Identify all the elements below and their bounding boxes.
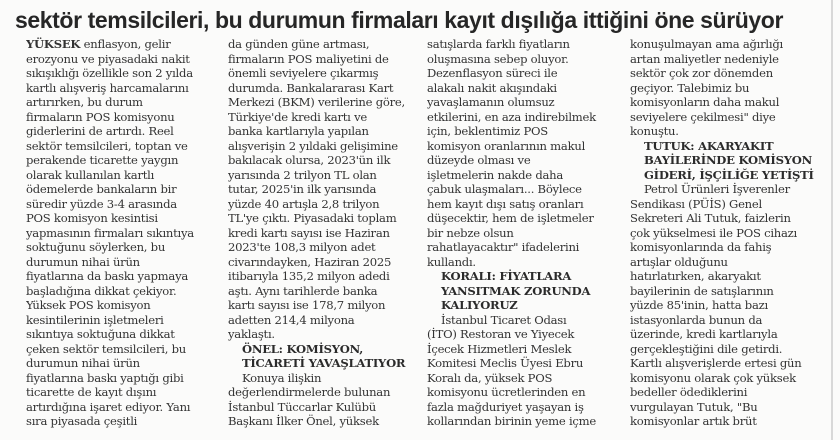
article-column-3 xyxy=(427,37,627,429)
text-line xyxy=(427,400,627,415)
line-text: aştı. Aynı tarihlerde banka xyxy=(228,283,378,298)
line-text: düzeyde olması ve xyxy=(427,153,531,167)
line-text: firmaların POS maliyetini de xyxy=(228,51,389,66)
text-line xyxy=(26,327,226,342)
text-line xyxy=(427,313,627,328)
line-text: Dezenflasyon süreci ile xyxy=(427,66,558,80)
line-text: üzerinde, kredi kartlarıyla xyxy=(630,327,778,341)
text-line xyxy=(630,37,830,52)
text-line xyxy=(26,356,226,371)
line-text: ÖNEL: KOMİSYON, xyxy=(242,341,364,356)
line-text: alışverişin 2 yıldaki gelişimine xyxy=(228,138,398,153)
text-line xyxy=(427,124,627,139)
line-text: etkilerini, en aza indirebilmek xyxy=(427,109,596,124)
text-line xyxy=(26,269,226,284)
line-text: Petrol Ürünleri İşverenler xyxy=(644,182,790,196)
text-line xyxy=(427,226,627,241)
line-text: sektör temsilcileri, toptan ve xyxy=(26,138,188,153)
line-text: hatırlatırken, akaryakıt xyxy=(630,269,761,283)
line-text: komisyonu ücretlerinden en xyxy=(427,385,586,399)
line-text: yapmasının firmaları sıkıntıya xyxy=(26,225,194,240)
text-line xyxy=(228,153,428,168)
text-line xyxy=(427,197,627,212)
text-line xyxy=(228,95,428,110)
text-line xyxy=(630,356,830,371)
line-text: işletmelerin nakde daha xyxy=(427,167,564,182)
line-text: da günden güne artması, xyxy=(228,37,370,51)
text-line xyxy=(228,211,428,226)
line-text: kullandı. xyxy=(427,254,476,269)
text-line xyxy=(228,313,428,328)
text-line xyxy=(228,400,428,415)
line-text: bakılacak olursa, 2023'ün ilk xyxy=(228,153,391,167)
text-line xyxy=(228,52,428,67)
text-line xyxy=(26,371,226,386)
text-line xyxy=(228,81,428,96)
text-line xyxy=(228,197,428,212)
line-text: (İTO) Restoran ve Yiyecek xyxy=(427,327,575,341)
text-line xyxy=(228,269,428,284)
text-line xyxy=(427,110,627,125)
text-line xyxy=(630,182,830,197)
line-text: komisyonlarında da fahiş xyxy=(630,240,772,254)
line-text: geçiyor. Talebimiz bu xyxy=(630,80,750,95)
text-line xyxy=(427,211,627,226)
text-line xyxy=(427,66,627,81)
line-text: GİDERİ, İŞÇİLİĞE YETİŞTİ xyxy=(644,167,814,182)
text-line xyxy=(26,298,226,313)
line-text: Koralı da, yüksek POS xyxy=(427,370,553,385)
line-text: oluşmasına sebep oluyor. xyxy=(427,51,569,66)
text-line xyxy=(427,327,627,342)
text-line xyxy=(26,313,226,328)
line-text: yarısında 2 trilyon TL olan xyxy=(228,167,377,182)
line-text: durumda. Bankalararası Kart xyxy=(228,80,394,95)
line-text: yüzde 40 artışla 2,8 trilyon xyxy=(228,196,380,211)
line-text: sıkıntıya soktuğuna dikkat xyxy=(26,327,175,341)
text-line xyxy=(26,182,226,197)
text-line xyxy=(26,124,226,139)
article-column-4 xyxy=(630,37,830,429)
text-line xyxy=(228,327,428,342)
line-text: İstanbul Ticaret Odası xyxy=(441,312,567,327)
line-text: banka kartlarıyla yapılan xyxy=(228,124,369,138)
article-column-2 xyxy=(228,37,428,429)
line-text: Sekreteri Ali Tutuk, faizlerin xyxy=(630,211,791,225)
text-line xyxy=(630,284,830,299)
text-line xyxy=(26,110,226,125)
text-line xyxy=(630,66,830,81)
line-text: soktuğunu söylerken, bu xyxy=(26,240,166,254)
line-text: perakende ticarette yaygın xyxy=(26,153,179,167)
text-line xyxy=(228,37,428,52)
line-text: rahatlayacaktır" ifadelerini xyxy=(427,240,580,254)
text-line xyxy=(26,240,226,255)
text-line xyxy=(228,385,428,400)
line-text: artırırken, bu durum xyxy=(26,95,143,109)
text-line xyxy=(630,52,830,67)
line-text: Kartlı alışverişlerde ertesi gün xyxy=(630,356,802,370)
text-line xyxy=(630,255,830,270)
text-line xyxy=(630,95,830,110)
line-text: konuşulmayan ama ağırlığı xyxy=(630,37,783,51)
line-text: sektör çok zor dönemden xyxy=(630,66,773,80)
text-line xyxy=(427,139,627,154)
text-line xyxy=(630,385,830,400)
text-line xyxy=(228,168,428,183)
text-line xyxy=(427,182,627,197)
text-line xyxy=(228,226,428,241)
line-text: Yüksek POS komisyon xyxy=(26,298,151,312)
text-line xyxy=(26,81,226,96)
text-line xyxy=(427,52,627,67)
line-text: için, beklentimiz POS xyxy=(427,124,548,138)
line-text: artan maliyetler nedeniyle xyxy=(630,51,779,66)
line-text: kartlı alışveriş harcamalarını xyxy=(26,80,189,95)
text-line xyxy=(26,139,226,154)
line-text: vurgulayan Tutuk, "Bu xyxy=(630,399,758,414)
line-text: TL'ye çıktı. Piyasadaki toplam xyxy=(228,211,397,225)
text-line xyxy=(26,385,226,400)
line-text: firmaların POS komisyonu xyxy=(26,109,175,124)
text-line xyxy=(26,414,226,429)
line-text: artışlar olduğunu xyxy=(630,254,728,269)
text-line xyxy=(630,414,830,429)
text-line xyxy=(26,66,226,81)
text-line xyxy=(228,240,428,255)
text-line xyxy=(427,371,627,386)
text-line xyxy=(427,95,627,110)
text-line xyxy=(228,124,428,139)
line-text: Sendikası (PÜİS) Genel xyxy=(630,196,762,211)
column-divider xyxy=(831,0,833,440)
text-line xyxy=(228,139,428,154)
line-text: kredi kartı sayısı ise Haziran xyxy=(228,225,390,240)
text-line xyxy=(26,153,226,168)
line-text: çeken sektör temsilcileri, bu xyxy=(26,341,187,356)
text-line xyxy=(228,255,428,270)
text-line xyxy=(630,110,830,125)
line-text: durumun nihai ürün xyxy=(26,254,140,269)
line-text: Merkezi (BKM) verilerine göre, xyxy=(228,95,405,109)
text-line xyxy=(630,400,830,415)
text-line xyxy=(427,342,627,357)
line-text: çabuk ulaşmaları... Böylece xyxy=(427,182,582,196)
line-text: adetten 214,4 milyona xyxy=(228,312,355,327)
line-text: Komitesi Meclis Üyesi Ebru xyxy=(427,356,584,370)
text-line xyxy=(228,66,428,81)
line-text: fiyatlarına baskı yaptığı gibi xyxy=(26,370,184,385)
line-text: sıra piyasada çeşitli xyxy=(26,414,138,428)
line-text: yaklaştı. xyxy=(228,327,275,341)
line-text: konuştu. xyxy=(630,124,679,138)
text-line xyxy=(427,37,627,52)
line-text: erozyonu ve piyasadaki nakit xyxy=(26,51,190,66)
line-text: ticarette de kayıt dışını xyxy=(26,385,157,399)
text-line xyxy=(26,255,226,270)
text-line xyxy=(228,284,428,299)
line-text: olarak kullanılan kartlı xyxy=(26,167,155,182)
line-text: İçecek Hizmetleri Meslek xyxy=(427,341,572,356)
text-line xyxy=(630,313,830,328)
line-text: bayilerinin de satışlarının xyxy=(630,283,774,298)
line-text: YANSITMAK ZORUNDA xyxy=(441,283,591,298)
line-text: komisyonların daha makul xyxy=(630,95,780,109)
line-text: değerlendirmelerde bulunan xyxy=(228,385,391,399)
text-line xyxy=(630,298,830,313)
article-column-1 xyxy=(26,37,226,429)
line-text: sıkışıklığı özellikle son 2 yılda xyxy=(26,66,193,80)
text-line xyxy=(26,226,226,241)
line-text: alakalı nakit akışındaki xyxy=(427,80,557,95)
text-line xyxy=(427,81,627,96)
subheading-line xyxy=(630,168,830,183)
text-line xyxy=(630,269,830,284)
text-line xyxy=(630,124,830,139)
line-text: İstanbul Tüccarlar Kulübü xyxy=(228,399,377,414)
subheading-line xyxy=(228,342,428,357)
line-text: Başkanı İlker Önel, yüksek xyxy=(228,414,379,428)
line-text: durumun nihai ürün xyxy=(26,356,140,370)
line-text: fiyatlarına da baskı yapmaya xyxy=(26,269,189,283)
text-line xyxy=(427,385,627,400)
text-line xyxy=(26,95,226,110)
text-line xyxy=(630,240,830,255)
line-text: satışlarda farklı fiyatların xyxy=(427,37,570,51)
line-text: istasyonlarda bunun da xyxy=(630,312,763,327)
text-line xyxy=(26,284,226,299)
line-text: ödemelerde bankaların bir xyxy=(26,182,177,196)
subheading-line xyxy=(427,284,627,299)
line-text: bedeller ödediklerini xyxy=(630,385,748,399)
line-text: KALIYORUZ xyxy=(441,298,518,312)
line-text: düşecektir, hem de işletmeler xyxy=(427,211,594,225)
text-line xyxy=(228,182,428,197)
text-line xyxy=(427,153,627,168)
line-text: kartı sayısı ise 178,7 milyon xyxy=(228,298,386,312)
line-text: giderlerini de artırdı. Reel xyxy=(26,124,174,138)
line-text: artırdığına işaret ediyor. Yanı xyxy=(26,399,191,414)
text-line xyxy=(427,356,627,371)
line-text: süredir yüzde 3-4 arasında xyxy=(26,196,177,211)
line-text: POS komisyon kesintisi xyxy=(26,211,158,225)
line-text: 2023'te 108,3 milyon adet xyxy=(228,240,376,254)
line-text: TİCARETİ YAVAŞLATIYOR xyxy=(242,356,406,370)
text-line xyxy=(26,37,226,52)
line-text: kesintilerinin işletmeleri xyxy=(26,312,164,327)
line-text: komisyonu olarak çok yüksek xyxy=(630,370,796,385)
text-line xyxy=(630,197,830,212)
line-text: Türkiye'de kredi kartı ve xyxy=(228,109,367,124)
text-line xyxy=(427,168,627,183)
text-line xyxy=(26,342,226,357)
line-text: çok yükselmesi ile POS cihazı xyxy=(630,225,797,240)
line-text: yavaşlamanın olumsuz xyxy=(427,95,555,109)
subheading-line xyxy=(630,153,830,168)
subheading-line xyxy=(427,269,627,284)
text-line xyxy=(228,371,428,386)
text-line xyxy=(630,226,830,241)
text-line xyxy=(427,255,627,270)
text-line xyxy=(630,371,830,386)
subheading-line xyxy=(427,298,627,313)
text-line xyxy=(630,342,830,357)
text-line xyxy=(26,211,226,226)
line-text: komisyon oranlarının makul xyxy=(427,138,586,153)
text-line xyxy=(26,52,226,67)
text-line xyxy=(26,197,226,212)
line-text: seviyelere çekilmesi" diye xyxy=(630,109,776,124)
text-line xyxy=(26,168,226,183)
lead-word: YÜKSEK xyxy=(26,37,81,51)
text-line xyxy=(228,298,428,313)
article-headline: sektör temsilcileri, bu durumun firmaları kayıt dışılığa ittiğini öne sürüyor xyxy=(15,7,783,33)
line-text: enflasyon, gelir xyxy=(80,37,171,51)
line-text: yüzde 85'inin, hatta bazı xyxy=(630,298,768,312)
text-line xyxy=(228,110,428,125)
text-line xyxy=(427,414,627,429)
line-text: gerçekleştiğini dile getirdi. xyxy=(630,341,783,356)
line-text: komisyonlar artık brüt xyxy=(630,414,757,428)
line-text: civarındayken, Haziran 2025 xyxy=(228,254,392,269)
line-text: bir nebze olsun xyxy=(427,225,514,240)
subheading-line xyxy=(630,139,830,154)
text-line xyxy=(630,211,830,226)
line-text: önemli seviyelere çıkarmış xyxy=(228,66,379,80)
line-text: kollarından birinin yeme içme xyxy=(427,414,596,428)
line-text: BAYİLERİNDE KOMİSYON xyxy=(644,153,812,167)
line-text: KORALI: FİYATLARA xyxy=(441,269,572,283)
line-text: Konuya ilişkin xyxy=(242,370,322,385)
text-line xyxy=(228,414,428,429)
text-line xyxy=(26,400,226,415)
line-text: hem kayıt dışı satış oranları xyxy=(427,196,584,211)
text-line xyxy=(427,240,627,255)
line-text: tutar, 2025'in ilk yarısında xyxy=(228,182,377,196)
text-line xyxy=(630,81,830,96)
line-text: fazla mağduriyet yaşayan iş xyxy=(427,399,584,414)
line-text: TUTUK: AKARYAKIT xyxy=(644,138,774,153)
line-text: başladığına dikkat çekiyor. xyxy=(26,283,177,298)
line-text: itibarıyla 135,2 milyon adedi xyxy=(228,269,390,283)
text-line xyxy=(630,327,830,342)
subheading-line xyxy=(228,356,428,371)
